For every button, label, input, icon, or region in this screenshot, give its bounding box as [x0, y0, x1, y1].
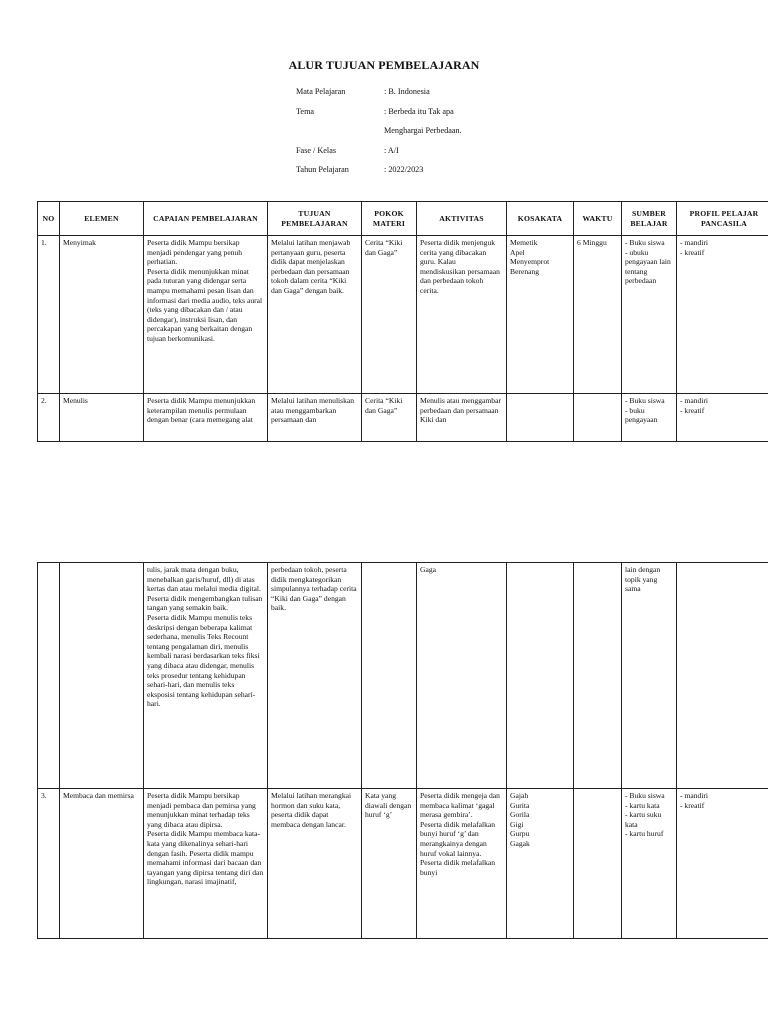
table-cell	[574, 563, 622, 789]
curriculum-table-page1	[37, 201, 768, 442]
meta-subject	[296, 82, 462, 102]
table-row	[38, 563, 768, 789]
meta-label	[296, 121, 384, 141]
meta-value: : Berbeda itu Tak apa	[384, 106, 454, 116]
column-header: SUMBER BELAJAR	[622, 202, 677, 236]
meta-value: Menghargai Perbedaan.	[384, 126, 462, 135]
column-header: AKTIVITAS	[417, 202, 507, 236]
table-cell	[507, 394, 574, 442]
table-cell: tulis, jarak mata dengan buku, menebalkan garis/huruf, dll) di atas kertas dan atau melalui media digital. Peserta didik mengembangkan tulisan tangan yang semakin baik. Peserta didik Mampu menulis teks deskripsi dengan beberapa kalimat sederhana, menulis Teks Recount tentang pengalaman diri, menulis kembali narasi berdasarkan teks fiksi yang dibaca atau didengar, menulis teks prosedur tentang kehidupan sehari-hari, dan menulis teks eksposisi tentang kehidupan sehari-hari.	[144, 563, 268, 789]
table-cell: - mandiri - kreatif	[677, 789, 768, 939]
table-cell: Gajah Gurita Gorila Gigi Gurpu Gagak	[507, 789, 574, 939]
table-cell: 1.	[38, 236, 60, 394]
meta-label: Fase / Kelas	[296, 145, 337, 155]
meta-label: Tema	[296, 106, 315, 116]
table-cell: Menyimak	[60, 236, 144, 394]
table-cell	[574, 789, 622, 939]
table-cell: Peserta didik Mampu bersikap menjadi pendengar yang penuh perhatian. Peserta didik menunjukkan minat pada tuturan yang didengar serta mampu memahami pesan lisan dan informasi dari media audio, teks aural (teks yang dibacakan dan / atau didengar), instruksi lisan, dan percakapan yang berkaitan dengan tujuan berkomunikasi.	[144, 236, 268, 394]
column-header: WAKTU	[574, 202, 622, 236]
column-header: CAPAIAN PEMBELAJARAN	[144, 202, 268, 236]
meta-theme	[296, 102, 462, 122]
table-cell: Membaca dan memirsa	[60, 789, 144, 939]
meta-value: : 2022/2023	[384, 165, 424, 174]
meta-label: Mata Pelajaran	[296, 87, 346, 96]
table-cell: Melalui latihan menuliskan atau menggambarkan persamaan dan	[268, 394, 362, 442]
column-header: PROFIL PELAJAR PANCASILA	[677, 202, 768, 236]
table-cell: Peserta didik Mampu bersikap menjadi pembaca dan pemirsa yang menunjukkan minat terhadap teks yang dibaca atau dipirsa. Peserta didik Mampu membaca kata-kata yang dikenalinya sehari-hari dengan fasih. Peserta didik mampu memahami informasi dari bacaan dan tayangan yang dipirsa tentang diri dan lingkungan, narasi imajinatif,	[144, 789, 268, 939]
table-cell	[60, 563, 144, 789]
document-title: ALUR TUJUAN PEMBELAJARAN	[288, 58, 480, 72]
table-cell	[362, 563, 417, 789]
table-cell: - mandiri - kreatif	[677, 236, 768, 394]
table-cell: Menulis atau menggambar perbedaan dan persamaan Kiki dan	[417, 394, 507, 442]
table-cell: Kata yang diawali dengan huruf ‘g’	[362, 789, 417, 939]
table-cell: - mandiri - kreatif	[677, 394, 768, 442]
meta-school-year	[296, 160, 462, 180]
table-cell	[574, 394, 622, 442]
column-header: ELEMEN	[60, 202, 144, 236]
table-cell	[38, 563, 60, 789]
table-cell: perbedaan tokoh, peserta didik mengkategorikan simpulannya terhadap cerita “Kiki dan Gaga” dengan baik.	[268, 563, 362, 789]
meta-label: Tahun Pelajaran	[296, 165, 349, 174]
table-cell: Peserta didik Mampu menunjukkan keterampilan menulis permulaan dengan benar (cara memegang alat	[144, 394, 268, 442]
curriculum-table-page2	[37, 562, 768, 939]
table-cell: Cerita “Kiki dan Gaga”	[362, 394, 417, 442]
table-cell: lain dengan topik yang sama	[622, 563, 677, 789]
table-cell: - Buku siswa - kartu kata - kartu suku kata - kartu huruf	[622, 789, 677, 939]
table-cell: 2.	[38, 394, 60, 442]
table-row	[38, 236, 768, 394]
table-cell: Gaga	[417, 563, 507, 789]
table-cell: Cerita “Kiki dan Gaga”	[362, 236, 417, 394]
table-cell	[677, 563, 768, 789]
column-header: TUJUAN PEMBELAJARAN	[268, 202, 362, 236]
table-cell: Melalui latihan merangkai hormon dan suku kata, peserta didik dapat membaca dengan lancar.	[268, 789, 362, 939]
table-cell: - Buku siswa - ubuku pengayaan lain tentang perbedaan	[622, 236, 677, 394]
meta-phase-class	[296, 141, 462, 161]
column-header: NO	[38, 202, 60, 236]
meta-value: : B. Indonesia	[384, 87, 430, 96]
column-header: POKOK MATERI	[362, 202, 417, 236]
document-meta	[296, 82, 462, 180]
table-row	[38, 394, 768, 442]
column-header: KOSAKATA	[507, 202, 574, 236]
meta-theme-continued	[296, 121, 462, 141]
meta-value: : A/I	[384, 145, 399, 155]
table-row	[38, 789, 768, 939]
table-cell: Menulis	[60, 394, 144, 442]
table-cell: Peserta didik mengeja dan membaca kalimat ‘gagal merasa gembira’. Peserta didik melafalkan bunyi huruf ‘g’ dan merangkainya dengan huruf vokal lainnya. Peserta didik melafalkan bunyi	[417, 789, 507, 939]
table-cell	[507, 563, 574, 789]
table-cell: - Buku siswa - buku pengayaan	[622, 394, 677, 442]
table-cell: Peserta didik menjenguk cerita yang dibacakan guru. Kalau mendiskusikan persamaan dan perbedaan tokoh cerita.	[417, 236, 507, 394]
table-cell: 6 Minggu	[574, 236, 622, 394]
table-cell: Melalui latihan menjawab pertanyaan guru, peserta didik dapat menjelaskan perbedaan dan persamaan tokoh dalam cerita “Kiki dan Gaga” dengan baik.	[268, 236, 362, 394]
table-cell: Memetik Apel Menyemprot Berenang	[507, 236, 574, 394]
table-cell: 3.	[38, 789, 60, 939]
table-header-row	[38, 202, 768, 236]
